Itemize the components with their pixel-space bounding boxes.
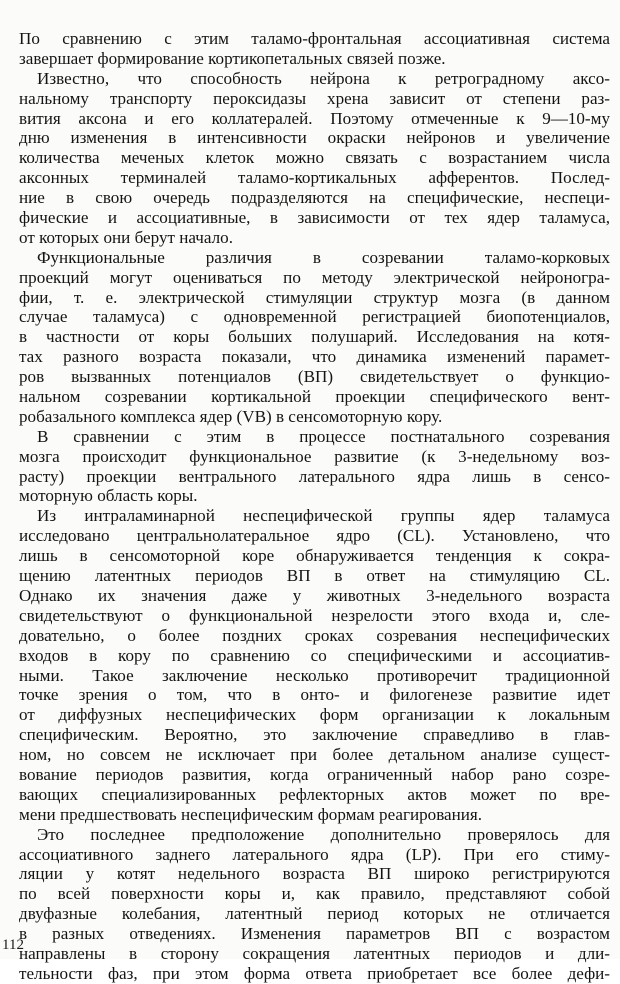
paragraph xyxy=(19,29,610,69)
text-line: мени предшествовать неспецифическим формам реагирования. xyxy=(19,804,483,824)
text-line: расту) проекции вентрального латерального ядра лишь в сенсо- xyxy=(19,466,610,486)
text-line: тах разного возраста показали, что динамика изменений парамет- xyxy=(19,347,610,367)
text-line: Однако их значения даже у животных 3-недельного возраста xyxy=(19,585,610,605)
text-line: вающих специализированных рефлекторных актов может по вре- xyxy=(19,784,610,804)
text-line: вование периодов развития, когда ограниченный набор рано созре- xyxy=(19,764,610,784)
text-line: фии, т. е. электрической стимуляции структур мозга (в данном xyxy=(19,287,610,307)
text-line: ассоциативного заднего латерального ядра (LP). При его стиму- xyxy=(19,844,610,864)
text-line: количества меченых клеток можно связать с возрастанием числа xyxy=(19,148,610,168)
text-line: случае таламуса) с одновременной регистрацией биопотенциалов, xyxy=(19,307,610,327)
text-line: довательно, о более поздних сроках созревания неспецифических xyxy=(19,625,610,645)
text-line: моторную область коры. xyxy=(19,486,198,506)
text-line: от которых они берут начало. xyxy=(19,227,233,247)
text-line: Функциональные различия в созревании таламо-корковых xyxy=(37,247,610,267)
text-line: В сравнении с этим в процессе постнатального созревания xyxy=(37,426,610,446)
text-line: в частности от коры больших полушарий. Исследования на котя- xyxy=(19,327,610,347)
text-line: По сравнению с этим таламо-фронтальная ассоциативная система xyxy=(19,29,610,48)
text-line: в разных отведениях. Изменения параметров ВП с возрастом xyxy=(19,924,610,944)
text-line: по всей поверхности коры и, как правило, представляют собой xyxy=(19,884,610,904)
text-line: аксонных терминалей таламо-кортикальных афферентов. Послед- xyxy=(19,168,610,188)
text-line: робазального комплекса ядер (VB) в сенсомоторную кору. xyxy=(19,406,443,426)
text-line: тельности фаз, при этом форма ответа приобретает все более дефи- xyxy=(19,963,610,983)
text-line: лишь в сенсомоторной коре обнаруживается тенденция к сокра- xyxy=(19,546,610,566)
text-line: нальному транспорту пероксидазы хрена зависит от степени раз- xyxy=(19,88,610,108)
text-line: входов в кору по сравнению со специфическими и ассоциатив- xyxy=(19,645,610,665)
text-line: дню изменения в интенсивности окраски нейронов и увеличение xyxy=(19,128,610,148)
text-line: ном, но совсем не исключает при более детальном анализе сущест- xyxy=(19,745,610,765)
text-line: специфическим. Вероятно, это заключение справедливо в глав- xyxy=(19,725,610,745)
text-line: проекций могут оцениваться по методу электрической нейроногра- xyxy=(19,267,610,287)
text-line: точке зрения о том, что в онто- и филогенезе развитие идет xyxy=(19,685,610,705)
text-line: мозга происходит функциональное развитие (к 3-недельному воз- xyxy=(19,446,610,466)
text-line: фические и ассоциативные, в зависимости от тех ядер таламуса, xyxy=(19,208,610,228)
page-number: 112 xyxy=(2,937,24,953)
text-line: Известно, что способность нейрона к ретроградному аксо- xyxy=(37,68,610,88)
text-line: исследовано центральнолатеральное ядро (CL). Установлено, что xyxy=(19,526,610,546)
text-line: Это последнее предположение дополнительно проверялось для xyxy=(37,824,610,844)
paragraph xyxy=(19,506,610,824)
paragraph xyxy=(19,248,610,427)
text-line: завершает формирование кортикопетальных связей позже. xyxy=(19,48,446,68)
text-line: ров вызванных потенциалов (ВП) свидетельствует о функцио- xyxy=(19,367,610,387)
body-text xyxy=(19,29,610,984)
text-line: двуфазные колебания, латентный период которых не отличается xyxy=(19,904,610,924)
text-line: нальном созревании кортикальной проекции специфического вент- xyxy=(19,387,610,407)
text-line: свидетельствуют о функциональной незрелости этого входа и, сле- xyxy=(19,605,610,625)
text-line: вития аксона и его коллатералей. Поэтому отмеченные к 9—10-му xyxy=(19,108,610,128)
paragraph xyxy=(19,69,610,248)
paragraph xyxy=(19,825,610,984)
paragraph xyxy=(19,427,610,507)
text-line: ние в свою очередь подразделяются на специфические, неспеци- xyxy=(19,188,610,208)
text-line: направлены в сторону сокращения латентных периодов и дли- xyxy=(19,943,610,963)
text-line: ными. Такое заключение несколько противоречит традиционной xyxy=(19,665,610,685)
text-line: Из интраламинарной неспецифической группы ядер таламуса xyxy=(37,506,610,526)
text-line: щению латентных периодов ВП в ответ на стимуляцию CL. xyxy=(19,566,610,586)
text-line: ляции у котят недельного возраста ВП широко регистрируются xyxy=(19,864,610,884)
text-line: от диффузных неспецифических форм организации к локальным xyxy=(19,705,610,725)
